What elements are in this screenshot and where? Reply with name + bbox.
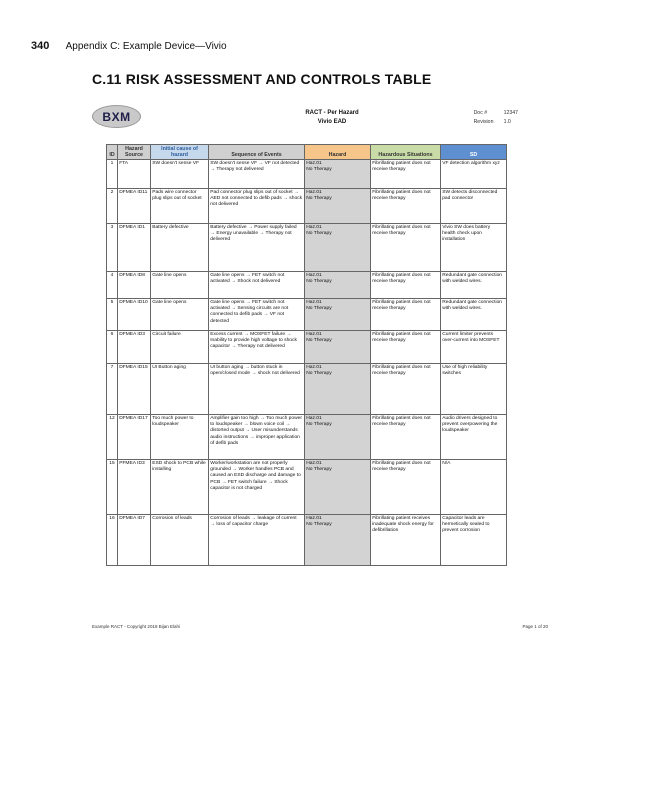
row-safety-design: Capacitor leads are hermetically sealed to prevent corrosion xyxy=(441,515,507,566)
row-safety-design: Vivio SW does battery health check upon installation xyxy=(441,224,507,272)
row-hazardous-situation: Fibrillating patient does not receive therapy xyxy=(371,224,441,272)
running-head-text: Appendix C: Example Device—Vivio xyxy=(65,41,227,52)
table-row xyxy=(107,515,507,566)
row-id: 5 xyxy=(107,299,118,331)
row-hazardous-situation: Fibrillating patient does not receive therapy xyxy=(371,415,441,460)
ract-table-body xyxy=(107,160,507,566)
row-initial-cause: Gate line opens xyxy=(151,299,209,331)
doc-label: Doc # xyxy=(473,110,488,116)
row-hazard-source: DFMEA ID15 xyxy=(118,364,151,415)
row-hazardous-situation: Fibrillating patient receives inadequate shock energy for defibrillation xyxy=(371,515,441,566)
row-safety-design: Redundant gate connection with welded wires. xyxy=(441,272,507,299)
row-initial-cause: ESD shock to PCB while installing xyxy=(151,460,209,515)
table-row xyxy=(107,415,507,460)
table-row xyxy=(107,299,507,331)
row-hazardous-situation: Fibrillating patient does not receive therapy xyxy=(371,160,441,189)
table-row xyxy=(107,160,507,189)
footer-copyright: Example RACT - Copyright 2018 Bijan Elahi xyxy=(92,624,180,629)
row-id: 2 xyxy=(107,189,118,224)
row-sequence-of-events: Gate line opens → FET switch not activated → Sensing circuits are not connected to defib pads → VF not detected xyxy=(209,299,305,331)
table-row xyxy=(107,224,507,272)
row-initial-cause: Too much power to loudspeaker xyxy=(151,415,209,460)
row-id: 1 xyxy=(107,160,118,189)
row-initial-cause: UI Button aging xyxy=(151,364,209,415)
row-hazardous-situation: Fibrillating patient does not receive therapy xyxy=(371,299,441,331)
row-hazardous-situation: Fibrillating patient does not receive therapy xyxy=(371,331,441,364)
row-hazard: Haz.01 No Therapy xyxy=(305,189,371,224)
row-hazard: Haz.01 No Therapy xyxy=(305,415,371,460)
row-hazard: Haz.01 No Therapy xyxy=(305,364,371,415)
header-hazard: Hazard xyxy=(305,145,371,160)
row-hazard-source: DFMEA ID11 xyxy=(118,189,151,224)
page-footer xyxy=(92,624,548,629)
ract-title-line2: Vivio EAD xyxy=(317,119,347,125)
ract-sheet xyxy=(92,98,520,638)
row-sequence-of-events: Worker/workstation are not properly grounded → Worker handles PCB and caused an ESD discharge and damage to PCB → FET switch failure → Shock capacitor is not charged xyxy=(209,460,305,515)
row-initial-cause: Gate line opens xyxy=(151,272,209,299)
row-sequence-of-events: UI button aging → button stuck in open/closed mode → shock not delivered xyxy=(209,364,305,415)
row-hazard: Haz.01 No Therapy xyxy=(305,160,371,189)
row-hazardous-situation: Fibrillating patient does not receive therapy xyxy=(371,364,441,415)
row-initial-cause: Corrosion of leads xyxy=(151,515,209,566)
doc-value: 12347 xyxy=(503,110,518,116)
row-id: 15 xyxy=(107,460,118,515)
row-sequence-of-events: Battery defective → Power supply failed → Energy unavailable → Therapy not delivered xyxy=(209,224,305,272)
row-hazard: Haz.01 No Therapy xyxy=(305,515,371,566)
row-hazard-source: DFMEA ID7 xyxy=(118,515,151,566)
header-hazard-source: Hazard Source xyxy=(118,145,151,160)
row-hazard-source: DFMEA ID8 xyxy=(118,272,151,299)
row-safety-design: VF detection algorithm xyz xyxy=(441,160,507,189)
table-row xyxy=(107,189,507,224)
bxm-logo: BXM xyxy=(92,105,141,128)
row-safety-design: SW detects disconnected pad connector xyxy=(441,189,507,224)
row-hazard: Haz.01 No Therapy xyxy=(305,299,371,331)
row-hazard-source: DFMEA ID10 xyxy=(118,299,151,331)
ract-table xyxy=(106,144,507,566)
section-title: C.11 RISK ASSESSMENT AND CONTROLS TABLE xyxy=(92,71,432,87)
row-id: 12 xyxy=(107,415,118,460)
row-sequence-of-events: Corrosion of leads → leakage of current → loss of capacitor charge xyxy=(209,515,305,566)
row-hazard-source: PFMEA ID3 xyxy=(118,460,151,515)
header-sequence-of-events: Sequence of Events xyxy=(209,145,305,160)
row-sequence-of-events: Gate line opens → FET switch not activated → Shock not delivered xyxy=(209,272,305,299)
ract-title-line1: RACT - Per Hazard xyxy=(305,110,359,116)
row-hazard: Haz.01 No Therapy xyxy=(305,460,371,515)
header-initial-cause: Initial cause of hazard xyxy=(151,145,209,160)
row-hazard: Haz.01 No Therapy xyxy=(305,272,371,299)
doc-info xyxy=(474,109,518,126)
header-hazardous-situations: Hazardous Situations xyxy=(371,145,441,160)
row-safety-design: Current limiter prevents over-current into MOSFET xyxy=(441,331,507,364)
table-row xyxy=(107,331,507,364)
row-sequence-of-events: Amplifier gain too high → Too much power to loudspeaker → blown voice coil → distorted output → User misunderstands audio instructions → improper application of defib pads xyxy=(209,415,305,460)
table-row xyxy=(107,364,507,415)
row-initial-cause: Pads wire connector plug slips out of socket xyxy=(151,189,209,224)
row-id: 6 xyxy=(107,331,118,364)
revision-label: Revision xyxy=(473,118,494,125)
running-head xyxy=(31,40,227,52)
table-row xyxy=(107,272,507,299)
row-hazard: Haz.01 No Therapy xyxy=(305,331,371,364)
row-safety-design: N/A xyxy=(441,460,507,515)
header-id: ID xyxy=(107,145,118,160)
row-hazard: Haz.01 No Therapy xyxy=(305,224,371,272)
table-row xyxy=(107,460,507,515)
row-safety-design: Use of high reliability switches xyxy=(441,364,507,415)
row-hazard-source: DFMEA ID1 xyxy=(118,224,151,272)
header-sd: SD xyxy=(441,145,507,160)
row-id: 3 xyxy=(107,224,118,272)
row-initial-cause: Circuit failure xyxy=(151,331,209,364)
footer-page-count: Page 1 of 20 xyxy=(522,624,548,629)
row-hazard-source: DFMEA ID17 xyxy=(118,415,151,460)
row-hazardous-situation: Fibrillating patient does not receive therapy xyxy=(371,460,441,515)
revision-value: 1.0 xyxy=(503,118,511,125)
ract-title xyxy=(262,109,402,127)
row-initial-cause: SW doesn't sense VF xyxy=(151,160,209,189)
row-sequence-of-events: Pad connector plug slips out of socket → AED not connected to defib pads → shock not delivered xyxy=(209,189,305,224)
row-id: 16 xyxy=(107,515,118,566)
row-initial-cause: Battery defective xyxy=(151,224,209,272)
row-hazard-source: DFMEA ID3 xyxy=(118,331,151,364)
row-id: 4 xyxy=(107,272,118,299)
row-hazardous-situation: Fibrillating patient does not receive therapy xyxy=(371,272,441,299)
row-id: 7 xyxy=(107,364,118,415)
row-safety-design: Audio drivers designed to prevent overpowering the loudspeaker xyxy=(441,415,507,460)
row-hazardous-situation: Fibrillating patient does not receive therapy xyxy=(371,189,441,224)
row-sequence-of-events: Excess current → MOSFET failure → Inability to provide high voltage to shock capacitor → Therapy not delivered xyxy=(209,331,305,364)
row-sequence-of-events: SW doesn't sense VF → VF not detected → Therapy not delivered xyxy=(209,160,305,189)
row-hazard-source: FTA xyxy=(118,160,151,189)
page-number: 340 xyxy=(31,40,50,52)
row-safety-design: Redundant gate connection with welded wires. xyxy=(441,299,507,331)
